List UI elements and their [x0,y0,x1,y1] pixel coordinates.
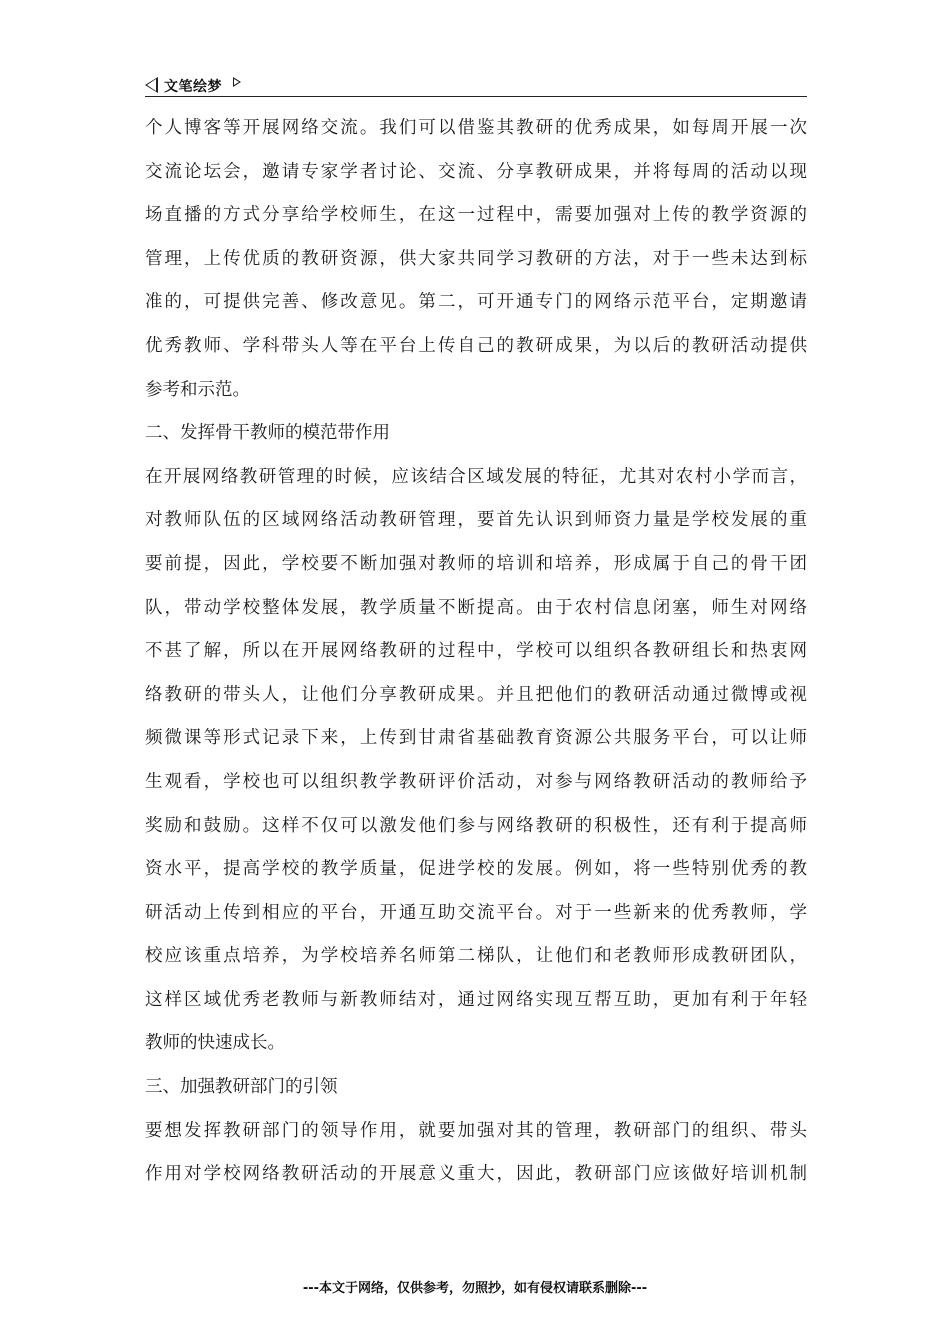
text-line: 作用对学校网络教研活动的开展意义重大，因此，教研部门应该做好培训机制 [145,1164,807,1185]
text-line: 要想发挥教研部门的领导作用，就要加强对其的管理，教研部门的组织、带头 [145,1120,807,1141]
text-line: 准的，可提供完善、修改意见。第二，可开通专门的网络示范平台，定期邀请 [145,292,807,313]
text-line: 生观看，学校也可以组织教学教研评价活动，对参与网络教研活动的教师给予 [145,771,807,792]
text-line: 频微课等形式记录下来，上传到甘肃省基础教育资源公共服务平台，可以让师 [145,728,807,749]
header-title: 文笔绘梦 [164,79,222,95]
text-line: 交流论坛会，邀请专家学者讨论、交流、分享教研成果，并将每周的活动以现 [145,161,807,182]
text-line: 对教师队伍的区域网络活动教研管理，要首先认识到师资力量是学校发展的重 [145,510,807,531]
triangle-left-icon [145,77,158,93]
text-line: 参考和示范。 [145,379,250,400]
text-line: 研活动上传到相应的平台，开通互助交流平台。对于一些新来的优秀教师，学 [145,902,807,923]
text-line: 场直播的方式分享给学校师生，在这一过程中，需要加强对上传的教学资源的 [145,205,807,226]
text-line: 教师的快速成长。 [145,1033,285,1054]
text-line: 这样区域优秀老教师与新教师结对，通过网络实现互帮互助，更加有利于年轻 [145,989,807,1010]
text-line: 奖励和鼓励。这样不仅可以激发他们参与网络教研的积极性，还有利于提高师 [145,815,807,836]
section-heading: 二、发挥骨干教师的模范带作用 [145,423,390,444]
page-header [145,74,807,97]
document-body [145,113,807,1203]
triangle-right-icon [233,77,241,87]
text-line: 个人博客等开展网络交流。我们可以借鉴其教研的优秀成果，如每周开展一次 [145,118,807,138]
text-line: 资水平，提高学校的教学质量，促进学校的发展。例如，将一些特别优秀的教 [145,859,807,880]
text-line: 优秀教师、学科带头人等在平台上传自己的教研成果，为以后的教研活动提供 [145,335,807,356]
text-line: 络教研的带头人，让他们分享教研成果。并且把他们的教研活动通过微博或视 [145,684,807,705]
text-line: 在开展网络教研管理的时候，应该结合区域发展的特征，尤其对农村小学而言， [145,466,807,487]
text-line: 要前提，因此，学校要不断加强对教师的培训和培养，形成属于自己的骨干团 [145,553,807,574]
footer-notice: ---本文于网络，仅供参考，勿照抄，如有侵权请联系删除--- [302,1281,648,1296]
text-line: 队，带动学校整体发展，教学质量不断提高。由于农村信息闭塞，师生对网络 [145,597,807,618]
section-heading: 三、加强教研部门的引领 [145,1077,338,1098]
text-line: 管理，上传优质的教研资源，供大家共同学习教研的方法，对于一些未达到标 [145,248,807,269]
text-line: 校应该重点培养，为学校培养名师第二梯队，让他们和老教师形成教研团队， [145,946,807,967]
text-line: 不甚了解，所以在开展网络教研的过程中，学校可以组织各教研组长和热衷网 [145,641,807,662]
